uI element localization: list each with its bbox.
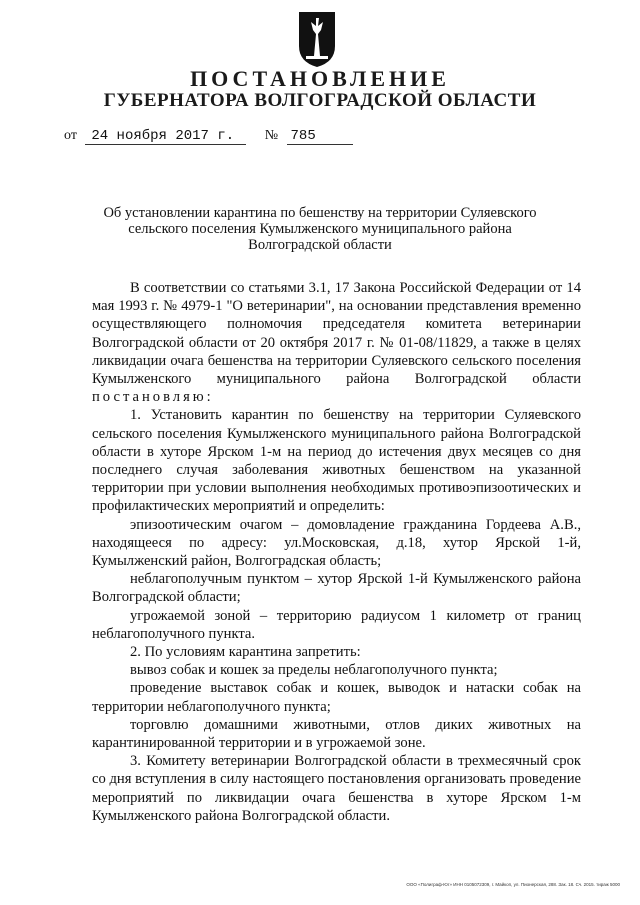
date-number-line: [64, 128, 353, 145]
document-date: 24 ноября 2017 г.: [85, 128, 246, 145]
document-type-title: ПОСТАНОВЛЕНИЕ: [190, 66, 450, 91]
intro-text: В соответствии со статьями 3.1, 17 Закона Российской Федерации от 14 мая 1993 г. № 4979-1 "О ветеринарии", на основании представления временно осуществляющего полномочия председателя комитета ветеринарии Волгоградской области от 20 октября 2017 г. № 01-08/11829, а также в целях ликвидации очага бешенства на территории Суляевского сельского поселения Кумылженского муниципального района Волгоградской области: [92, 280, 581, 388]
date-prefix: от: [64, 128, 77, 143]
document-body: [92, 279, 581, 825]
paragraph-2b: проведение выставок собак и кошек, выводок и натаски собак на территории неблагополучного пункта;: [92, 680, 581, 715]
print-imprint: ООО «Полиграф-Юг» ИНН 0105072309, г. Майкоп, ул. Пионерская, 288. Зак. 18. Сч. 2015. тираж 5000: [406, 882, 620, 887]
paragraph-3: 3. Комитету ветеринарии Волгоградской области в трехмесячный срок со дня вступления в силу настоящего постановления организовать проведение мероприятий по ликвидации очага бешенства в хуторе Ярском 1-м Кумылженского района Волгоградской области.: [92, 753, 581, 824]
coat-of-arms-emblem: [297, 10, 337, 68]
paragraph-1b: неблагополучным пунктом – хутор Ярской 1-й Кумылженского района Волгоградской области;: [92, 571, 581, 606]
document-subject: Об установлении карантина по бешенству на территории Суляевского сельского поселения Кумылженского муниципального района Волгоградской области: [103, 205, 537, 253]
paragraph-2a: вывоз собак и кошек за пределы неблагополучного пункта;: [130, 662, 498, 679]
paragraph-2c: торговлю домашними животными, отлов диких животных на карантинированной территории и в угрожаемой зоне.: [92, 716, 581, 752]
document-number: 785: [287, 128, 353, 145]
intro-paragraph: [92, 279, 581, 406]
paragraph-1a: эпизоотическим очагом – домовладение гражданина Гордеева А.В., находящееся по адресу: ул.Московская, д.18, хутор Ярской 1-й, Кумылженский район, Волгоградская область;: [92, 516, 581, 570]
paragraph-1: 1. Установить карантин по бешенству на территории Суляевского сельского поселения Кумылженского муниципального района Волгоградской области в хуторе Ярском 1-м на период до истечения двух месяцев со дня последнего случая заболевания животных бешенством на указанной территории при условии выполнения необходимых противоэпизоотических и профилактических мероприятий и определить:: [92, 407, 581, 515]
number-prefix: №: [264, 128, 279, 143]
paragraph-1c: угрожаемой зоной – территорию радиусом 1 километр от границ неблагополучного пункта.: [92, 607, 581, 642]
decree-word: постановляю:: [92, 389, 214, 406]
paragraph-2: 2. По условиям карантина запретить:: [130, 644, 361, 661]
issuer-title: ГУБЕРНАТОРА ВОЛГОГРАДСКОЙ ОБЛАСТИ: [103, 90, 537, 111]
